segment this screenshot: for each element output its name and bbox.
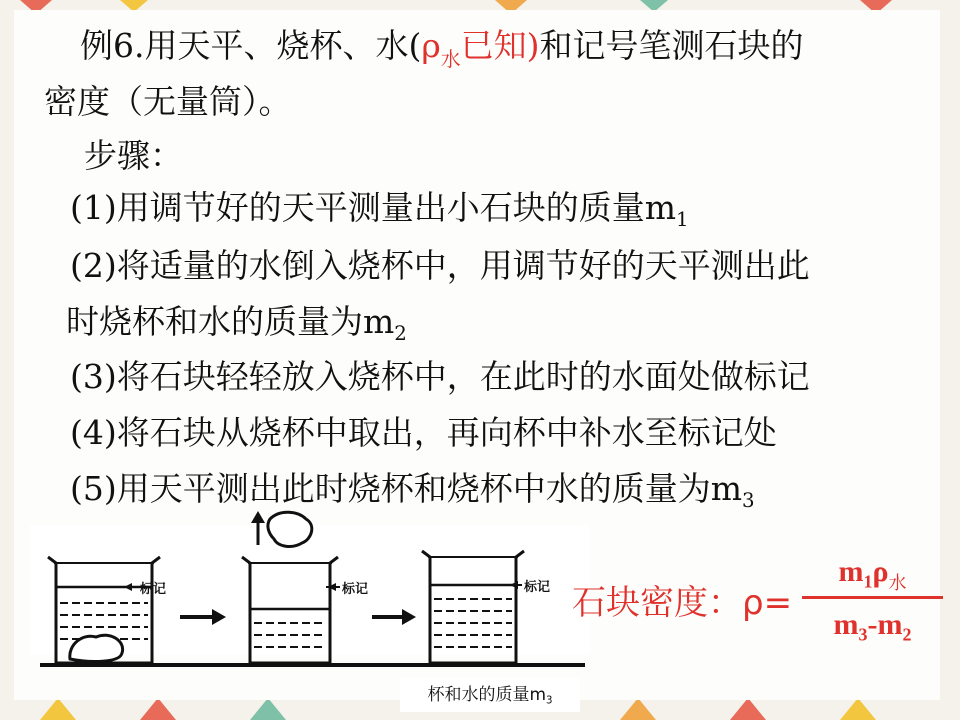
mark-label-2: 标记: [342, 581, 369, 596]
fraction-bar: [802, 596, 943, 599]
problem-line-2: 密度（无量筒）。: [44, 82, 292, 121]
fraction-numerator: $m_1\rho_水$: [838, 555, 907, 594]
mark-label-3: 标记: [524, 579, 551, 594]
mark-arrow-icon: [124, 583, 132, 591]
experiment-diagram: [30, 505, 590, 690]
beaker-1: [48, 557, 160, 663]
step-4: (4)将石块从烧杯中取出，再向杯中补水至标记处: [70, 413, 777, 452]
diagram-caption: 杯和水的质量$m_3$: [400, 678, 580, 712]
step-2-cont: 时烧杯和水的质量为$m_2$: [66, 302, 407, 345]
fraction-denominator: $m_3-m_2$: [833, 608, 912, 645]
density-fraction: [800, 552, 945, 645]
problem-suffix: 和记号笔测石块的: [539, 26, 804, 65]
lifted-stone-icon: [268, 512, 312, 546]
beaker-2: [242, 557, 338, 663]
beakers-illustration: [30, 505, 590, 690]
problem-line-1: [80, 26, 803, 80]
up-arrow-icon: [251, 511, 265, 523]
step-2: (2)将适量的水倒入烧杯中，用调节好的天平测出此: [70, 246, 810, 285]
problem-prefix: 例6.用天平、烧杯、水(: [80, 26, 422, 65]
mark-label-1: 标记: [140, 581, 167, 596]
stone-icon: [70, 635, 123, 661]
step-3: (3)将石块轻轻放入烧杯中，在此时的水面处做标记: [70, 357, 810, 396]
rho-symbol: $\rho_水$已知): [421, 26, 540, 71]
right-arrow-icon: [212, 609, 226, 625]
beaker-3: [422, 551, 524, 663]
density-formula-label: 石块密度：ρ=: [572, 583, 793, 623]
steps-title: 步骤：: [84, 136, 183, 175]
step-5: (5)用天平测出此时烧杯和烧杯中水的质量为$m_3$: [70, 469, 755, 512]
step-1: (1)用调节好的天平测量出小石块的质量$m_1$: [70, 188, 689, 231]
